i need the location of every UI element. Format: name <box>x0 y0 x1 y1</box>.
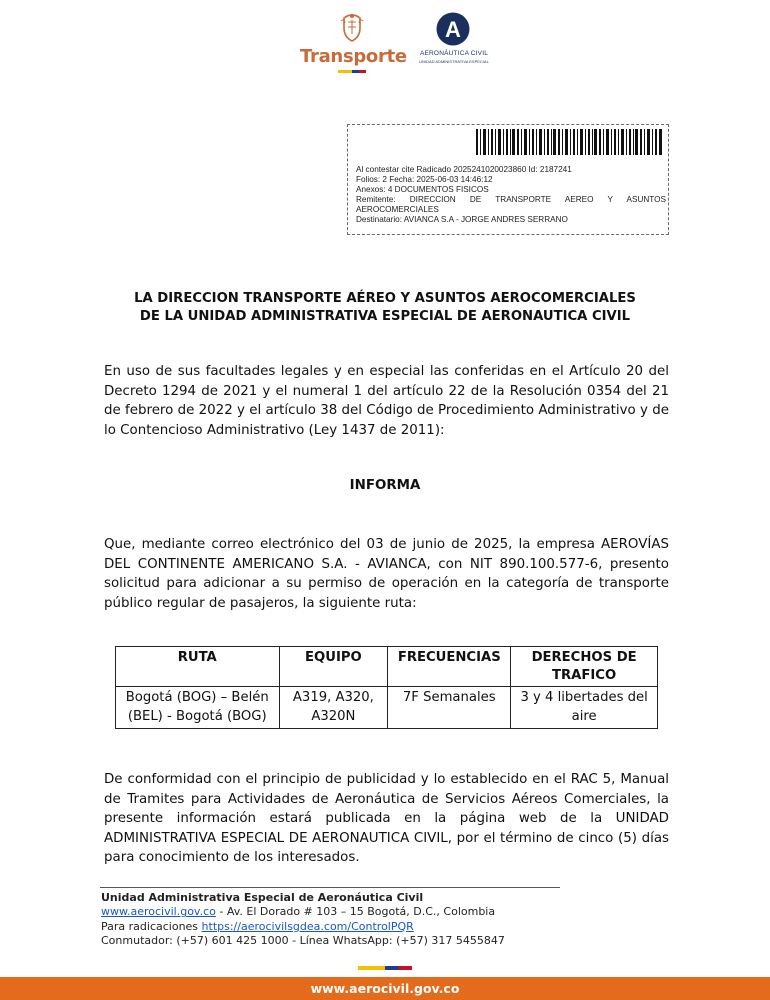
paragraph-publicidad: De conformidad con el principio de publicidad y lo establecido en el RAC 5, Manual de Tramites para Actividades de Aeronáutica de Servicios Aéreos Comerciales, la presente información estará publicada en la página web de la UNIDAD ADMINISTRATIVA ESPECIAL DE AERONAUTICA CIVIL, por el término de cinco (5) días para conocimiento de los interesados. <box>104 772 669 866</box>
stamp-remitente: Remitente: DIRECCION DE TRANSPORTE AEREO Y ASUNTOS <box>356 195 666 204</box>
paragraph-facultades: En uso de sus facultades legales y en especial las conferidas en el Artículo 20 del Decreto 1294 de 2021 y el numeral 1 del artículo 22 de la Resolución 0354 del 21 de febrero de 2022 y el artículo 38 del Código de Procedimiento Administrativo y de lo Contencioso Administrativo (Ley 1437 de 2011): <box>104 364 669 438</box>
footer-radicaciones-line <box>101 920 601 934</box>
informa-heading: INFORMA <box>349 478 421 493</box>
radicado-stamp <box>347 124 669 235</box>
stamp-destinatario: Destinatario: AVIANCA S.A - JORGE ANDRES SERRANO <box>356 215 568 224</box>
header-frecuencias: FRECUENCIAS <box>388 647 511 687</box>
aerocivil-a-icon <box>436 12 470 46</box>
footer-org-name: Unidad Administrativa Especial de Aeronáutica Civil <box>101 891 424 904</box>
aerocivil-a-letter: A <box>445 17 461 42</box>
aerocivil-logo <box>414 12 494 72</box>
footer-radicaciones-link[interactable]: https://aerocivilsgdea.com/ControlPQR <box>201 919 414 933</box>
transporte-logo <box>300 12 407 78</box>
cell-ruta: Bogotá (BOG) – Belén (BEL) - Bogotá (BOG) <box>116 687 280 729</box>
barcode <box>476 129 662 155</box>
footer-address-line <box>101 905 601 919</box>
footer <box>101 891 601 949</box>
footer-radicaciones-label: Para radicaciones <box>101 919 202 933</box>
cell-frecuencias: 7F Semanales <box>388 687 511 729</box>
footer-flag-strip <box>358 966 412 970</box>
footer-website-bar: www.aerocivil.gov.co <box>0 977 770 1000</box>
stamp-text <box>356 165 666 225</box>
colombia-flag-bar <box>338 70 366 73</box>
cell-derechos: 3 y 4 libertades del aire <box>511 687 658 729</box>
header-derechos: DERECHOS DE TRAFICO <box>511 647 658 687</box>
footer-address: - Av. El Dorado # 103 – 15 Bogotá, D.C., Colombia <box>215 905 496 919</box>
stamp-remitente-cont: AEROCOMERCIALES <box>356 205 439 214</box>
document-title <box>100 290 670 326</box>
header-equipo: EQUIPO <box>279 647 388 687</box>
stamp-radicado: Al contestar cite Radicado 2025241020023860 Id: 2187241 <box>356 165 572 174</box>
footer-divider <box>100 887 560 888</box>
table-row <box>116 687 658 729</box>
route-table <box>115 646 658 729</box>
footer-website-link[interactable]: www.aerocivil.gov.co <box>101 905 216 919</box>
title-line-1: LA DIRECCION TRANSPORTE AÉREO Y ASUNTOS AEROCOMERCIALES <box>134 291 636 306</box>
stamp-anexos: Anexos: 4 DOCUMENTOS FISICOS <box>356 185 489 194</box>
coat-of-arms-icon <box>340 12 364 42</box>
title-line-2: DE LA UNIDAD ADMINISTRATIVA ESPECIAL DE AERONAUTICA CIVIL <box>139 309 631 324</box>
cell-equipo: A319, A320, A320N <box>279 687 388 729</box>
aerocivil-subtitle: UNIDAD ADMINISTRATIVA ESPECIAL <box>419 59 489 64</box>
transporte-wordmark: Transporte <box>300 46 407 67</box>
table-header-row <box>116 647 658 687</box>
footer-contact: Conmutador: (+57) 601 425 1000 - Línea WhatsApp: (+57) 317 5455847 <box>101 934 505 948</box>
header-ruta: RUTA <box>116 647 280 687</box>
stamp-folios: Folios: 2 Fecha: 2025-06-03 14:46:12 <box>356 175 493 184</box>
paragraph-solicitud: Que, mediante correo electrónico del 03 de junio de 2025, la empresa AEROVÍAS DEL CONTINENTE AMERICANO S.A. - AVIANCA, con NIT 890.100.577-6, presento solicitud para adicionar a su permiso de operación en la categoría de transporte público regular de pasajeros, la siguiente ruta: <box>104 537 669 611</box>
header-logos <box>0 10 770 80</box>
aerocivil-name: AERONÁUTICA CIVIL <box>419 50 489 57</box>
